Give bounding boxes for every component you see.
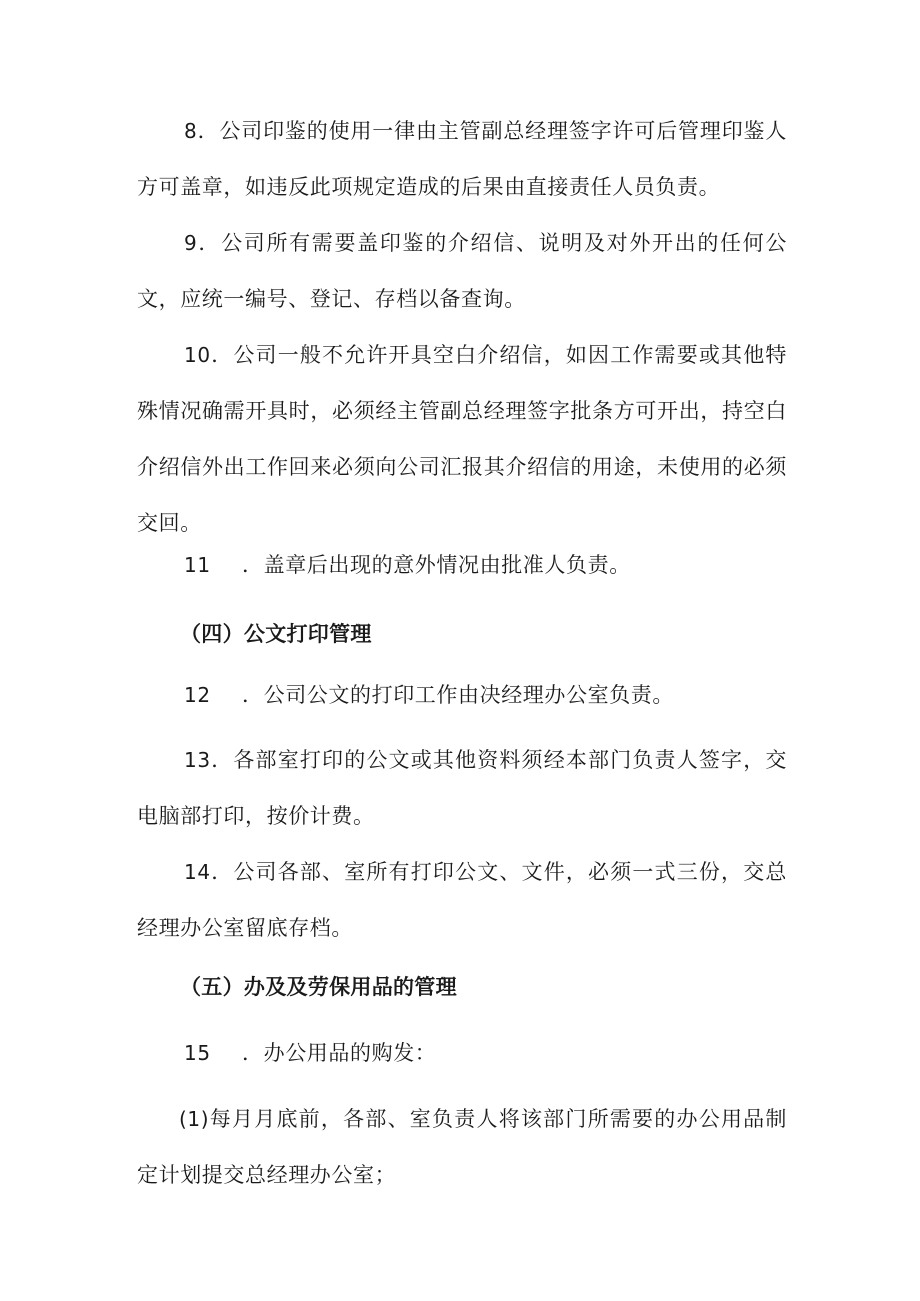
paragraph-13 (137, 732, 787, 844)
paragraph-15 (137, 1025, 787, 1081)
item-number: 8 (184, 119, 198, 143)
sub-item-text: 每月月底前，各部、室负责人将该部门所需要的办公用品制定计划提交总经理办公室； (137, 1107, 787, 1187)
paragraph-8 (137, 103, 787, 215)
sub-item-1 (137, 1091, 787, 1203)
paragraph-text: ．公司印鉴的使用一律由主管副总经理签字许可后管理印鉴人方可盖章，如违反此项规定造成的后果由直接责任人员负责。 (137, 119, 787, 199)
paragraph-text: ．公司各部、室所有打印公文、文件，必须一式三份，交总经理办公室留底存档。 (137, 860, 787, 940)
paragraph-11 (137, 537, 787, 593)
paragraph-text: ．办公用品的购发： (242, 1041, 437, 1065)
sub-item-number: (1) (179, 1107, 210, 1131)
item-number: 9 (184, 231, 198, 255)
item-number: 13 (184, 748, 211, 772)
item-number: 15 (184, 1041, 211, 1065)
paragraph-12 (137, 667, 787, 723)
paragraph-text: ．公司公文的打印工作由决经理办公室负责。 (242, 683, 674, 707)
item-number: 11 (184, 553, 211, 577)
paragraph-text: ．盖章后出现的意外情况由批准人负责。 (242, 553, 631, 577)
item-number: 10 (184, 343, 211, 367)
paragraph-text: ．公司一般不允许开具空白介绍信，如因工作需要或其他特殊情况确需开具时，必须经主管副总经理签字批条方可开出，持空白介绍信外出工作回来必须向公司汇报其介绍信的用途，未使用的必须交回。 (137, 343, 787, 535)
paragraph-14 (137, 844, 787, 956)
section-heading-5: （五）办及及劳保用品的管理 (180, 975, 457, 999)
section-heading-4: （四）公文打印管理 (180, 622, 372, 646)
paragraph-10 (137, 327, 787, 551)
item-number: 12 (184, 683, 211, 707)
paragraph-text: ．公司所有需要盖印鉴的介绍信、说明及对外开出的任何公文，应统一编号、登记、存档以备查询。 (137, 231, 787, 311)
paragraph-9 (137, 215, 787, 327)
item-number: 14 (184, 860, 211, 884)
paragraph-text: ．各部室打印的公文或其他资料须经本部门负责人签字，交电脑部打印，按价计费。 (137, 748, 787, 828)
